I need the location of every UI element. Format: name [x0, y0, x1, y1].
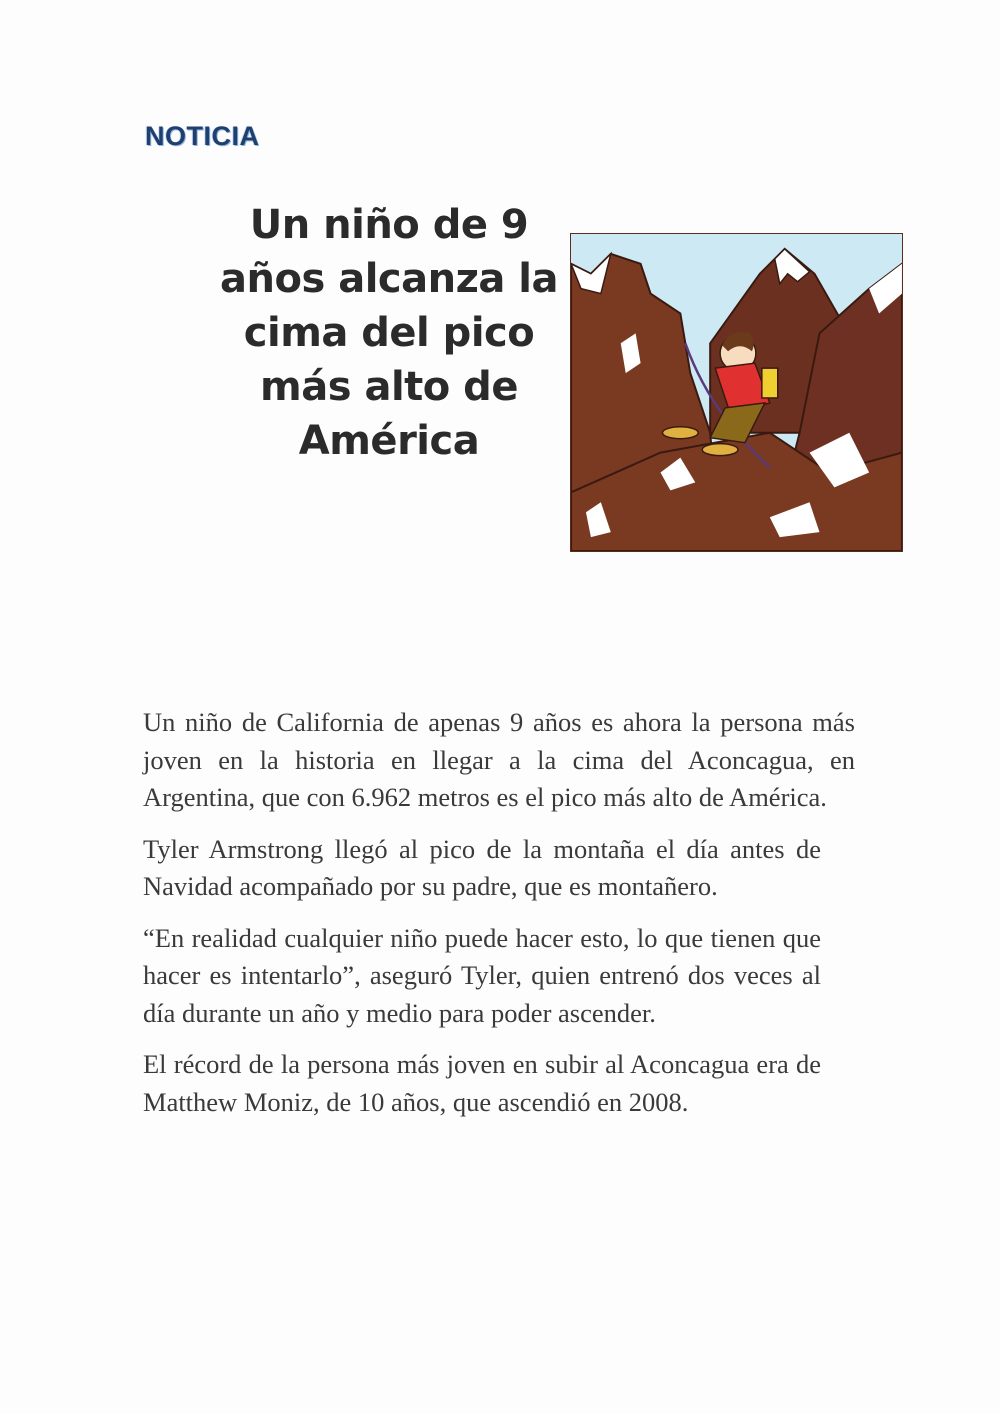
article-body	[143, 704, 855, 1135]
paragraph-1: Un niño de California de apenas 9 años es ahora la persona más joven en la historia en llegar a la cima del Aconcagua, en Argentina, que con 6.962 metros es el pico más alto de América.	[143, 707, 855, 812]
section-label: NOTICIA	[145, 121, 260, 151]
paragraph-2: Tyler Armstrong llegó al pico de la montaña el día antes de Navidad acompañado por su padre, que es montañero.	[143, 833, 821, 901]
paragraph-3: “En realidad cualquier niño puede hacer esto, lo que tienen que hacer es intentarlo”, aseguró Tyler, quien entrenó dos veces al día durante un año y medio para poder ascender.	[143, 922, 821, 1028]
headline: Un niño de 9 años alcanza la cima del pico más alto de América	[220, 202, 558, 464]
paragraph-4: El récord de la persona más joven en subir al Aconcagua era de Matthew Moniz, de 10 años, que ascendió en 2008.	[143, 1049, 821, 1117]
mountain-climber-illustration	[570, 233, 903, 552]
